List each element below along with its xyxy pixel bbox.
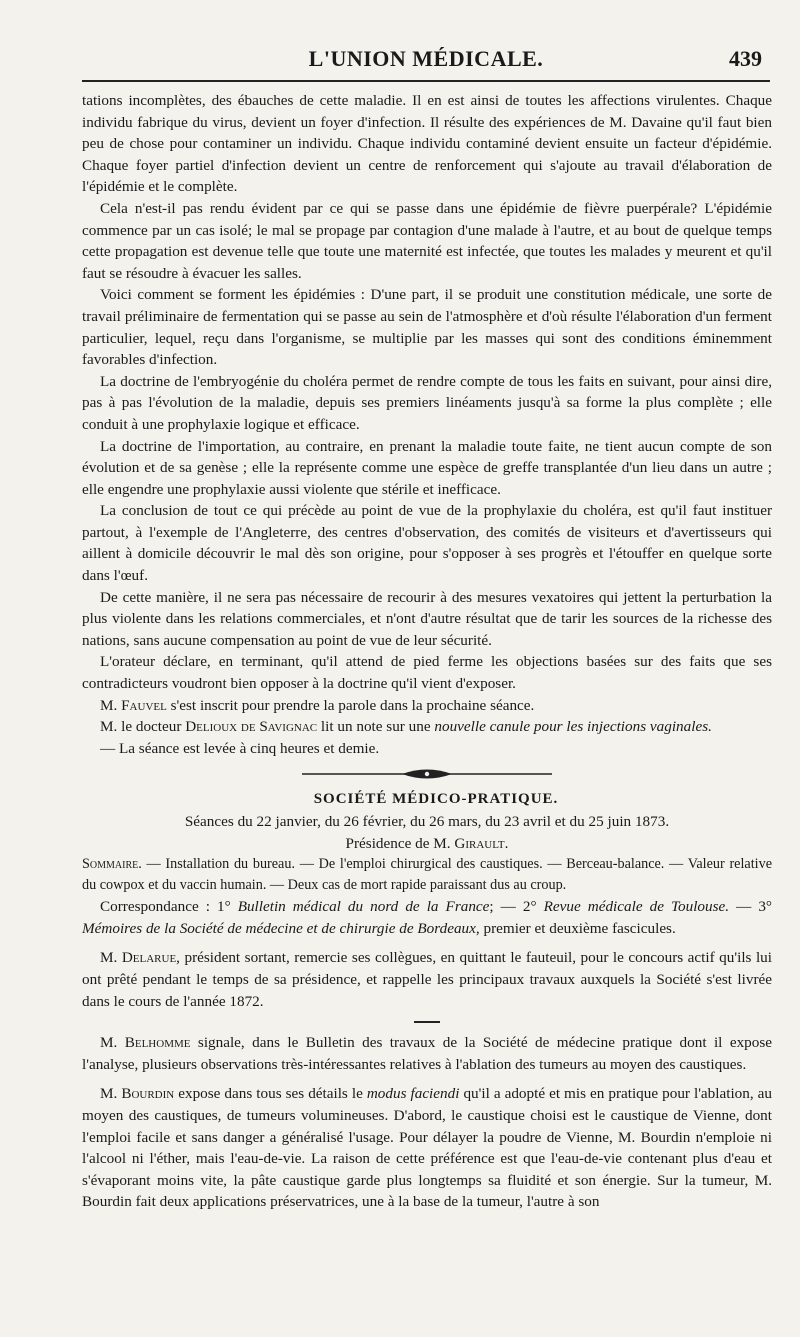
paragraph: De cette manière, il ne sera pas nécessaire de recourir à des mesures vexatoires qui jettent la perturbation la plus violente dans les relations commerciales, et n'ont d'autre résultat que de tarir les sources de la richesse des nations, sans aucune compensation au point de vue de leur sécurité. [82,588,772,649]
journal-title: Bulletin médical du nord de la France [237,898,490,916]
paragraph-bourdin [82,1083,772,1213]
summary-text: — Installation du bureau. — De l'emploi chirurgical des caustiques. — Berceau-balance. — Valeur relative du cowpox et du vaccin humain. — Deux cas de mort rapide paraissant dus au croup. [82,856,772,894]
paragraph-text: M. le docteur [100,718,186,736]
paragraph-text: M. [100,1085,122,1103]
presidency: Présidence de M. Girault. [345,834,509,852]
session-dates: Séances du 22 janvier, du 26 février, du 26 mars, du 23 avril et du 25 juin 1873. [184,813,670,830]
person-name: Belhomme [124,1034,191,1052]
header-rule [82,80,770,82]
paragraph-text: , président sortant, remercie ses collègues, en quittant le fauteuil, pour le concours actif qu'ils lui ont prêté pendant le temps de sa présidence, et rappelle les principaux travaux auxquels la Société s'est livrée dans le cours de l'année 1872. [82,949,772,1010]
journal-title: Revue médicale de Toulouse. [543,898,730,916]
paragraph-text: , premier et deuxième fascicules. [475,919,676,937]
paragraph-text: qu'il a adopté et mis en pratique pour l'ablation, au moyen des caustiques, de tumeurs volumineuses. D'abord, le caustique choisi est le caustique de Vienne, dont l'emploi facile et sans danger a généralisé l'usage. Pour délayer la poudre de Vienne, M. Bourdin n'emploie ni l'alcool ni l'éther, mais l'eau-de-vie. La raison de cette préférence est que l'eau-de-vie contenant plus d'eau et s'évaporant moins vite, la pâte caustique garde plus longtemps sa fluidité et son énergie. Sur la tumeur, M. Bourdin fait deux applications préservatrices, une à la base de la tumeur, l'autre à son [82,1085,773,1211]
ornament-divider-icon [302,767,552,781]
paragraph-delarue [82,947,772,1012]
person-name: Delioux de Savignac [185,718,318,736]
paragraph: tations incomplètes, des ébauches de cette maladie. Il en est ainsi de toutes les affections virulentes. Chaque individu fabrique du virus, devient un foyer d'infection. Il résulte des expériences de M. Davaine qu'il faut bien peu de chose pour contaminer un individu. Chaque individu contaminé devient ensuite un facteur d'épidémie. Chaque foyer partiel d'infection devient un centre de renforcement qui s'ajoute au travail d'élaboration de l'épidémie et le complète. [82,92,772,196]
paragraph-text: M. [100,1034,125,1052]
paragraph: L'orateur déclare, en terminant, qu'il attend de pied ferme les objections basées sur des faits que ses contradicteurs voudront bien opposer à la doctrine qu'il vient d'exposer. [82,653,772,693]
journal-title: Mémoires de la Société de médecine et de chirurgie de Bordeaux [82,919,476,937]
page-number: 439 [729,46,762,71]
person-name: Delarue [121,949,177,967]
person-name: Bourdin [121,1085,175,1103]
paragraph-fauvel: M. Fauvel s'est inscrit pour prendre la parole dans la prochaine séance. [100,696,535,714]
paragraph-text: expose dans tous ses détails le [174,1085,367,1103]
paragraph-text: s'est inscrit pour prendre la parole dans la prochaine séance. [166,696,535,714]
person-name: Fauvel [121,696,167,714]
note-title: nouvelle canule pour les injections vaginales. [434,718,712,736]
paragraph-text: signale, dans le Bulletin des travaux de la Société de médecine pratique dont il expose l'analyse, plusieurs observations très-intéressantes relatives à l'ablation des tumeurs au moyen des caustiques. [82,1034,772,1073]
section-title: SOCIÉTÉ MÉDICO-PRATIQUE. [313,791,559,808]
paragraph: La conclusion de tout ce qui précède au point de vue de la prophylaxie du choléra, est qu'il faut instituer partout, à l'exemple de l'Angleterre, des centres d'observation, des comités de visiteurs et d'avertisseurs qui aillent à domicile découvrir le mal dès son origine, pour s'opposer à ses progrès et l'étouffer en quelque sorte dans l'œuf. [82,502,772,585]
ornament-divider [82,763,772,785]
paragraph-belhomme [82,1032,772,1075]
running-title: L'UNION MÉDICALE. [308,46,544,71]
spacer [82,1075,772,1083]
session-closing: — La séance est levée à cinq heures et demie. [100,739,380,757]
small-divider [414,1021,440,1023]
paragraph-text: lit un note sur une [317,718,435,736]
paragraph-text: Présidence de M. [345,834,455,852]
paragraph-text: — 3° [729,898,773,916]
paragraph: Voici comment se forment les épidémies : D'une part, il se produit une constitution médicale, une sorte de travail préliminaire de fermentation qui se passe au sein de l'atmosphère et d'où résulte l'élaboration d'un ferment particulier, lequel, reçu dans l'organisme, se multiplie par les masses qui sont des conditions éminemment favorables d'infection. [82,286,772,369]
article-body [82,90,772,1213]
paragraph-text: Correspondance : 1° [100,898,238,916]
paragraph: La doctrine de l'embryogénie du choléra permet de rendre compte de tous les faits en suivant, pour ainsi dire, pas à pas l'évolution de la maladie, depuis ses premiers linéaments jusqu'à sa forme la plus complète ; elle conduit à une prophylaxie logique et efficace. [82,372,772,433]
summary-label: Sommaire. [82,856,142,873]
paragraph: Cela n'est-il pas rendu évident par ce qui se passe dans une épidémie de fièvre puerpérale? L'épidémie commence par un cas isolé; le mal se propage par contagion d'une malade à l'autre, et au bout de quelque temps cette propagation est devenue telle que toute une maternité est infectée, que toutes les malades y meurent et qu'il faut se résoudre à évacuer les salles. [82,199,772,282]
latin-phrase: modus faciendi [366,1085,460,1103]
person-name: Girault [454,834,505,852]
paragraph-delioux [82,716,772,738]
running-header [82,44,770,74]
paragraph: La doctrine de l'importation, au contraire, en prenant la maladie toute faite, ne tient aucun compte de son évolution et de sa genèse ; elle la représente comme une espèce de greffe transplantée d'un lieu dans un autre ; elle engendre une prophylaxie aussi violente que stérile et inefficace. [82,437,772,498]
paragraph-correspondance [82,896,772,939]
summary [82,854,772,896]
paragraph-text: ; — 2° [489,898,544,916]
spacer [82,939,772,947]
paragraph-text: M. [100,949,122,967]
